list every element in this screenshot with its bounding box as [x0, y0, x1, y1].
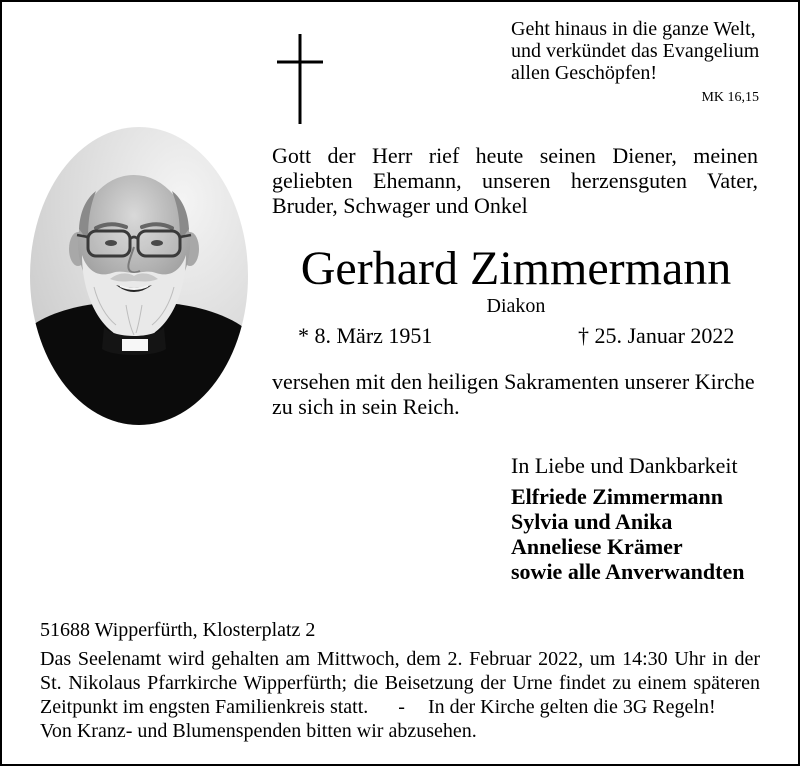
- deceased-title: Diakon: [486, 295, 546, 317]
- quote-line: und verkündet das Evangelium: [511, 40, 760, 62]
- closing-text: [272, 369, 762, 419]
- service-line-part: Zeitpunkt im engsten Familienkreis statt.: [40, 696, 369, 718]
- service-information: [40, 647, 760, 719]
- service-line: [40, 695, 760, 719]
- service-line: Das Seelenamt wird gehalten am Mittwoch, dem 2. Februar 2022, um 14:30 Uhr in der: [40, 648, 760, 670]
- portrait-photo: [30, 127, 248, 425]
- death-date: † 25. Januar 2022: [578, 323, 735, 348]
- birth-date: * 8. März 1951: [298, 323, 433, 348]
- quote-line: Geht hinaus in die ganze Welt,: [511, 18, 756, 40]
- portrait-content: [30, 127, 248, 425]
- intro-line: Bruder, Schwager und Onkel: [272, 193, 528, 218]
- clerical-collar-tab: [122, 339, 148, 351]
- intro-line: Gott der Herr rief heute seinen Diener, meinen: [272, 143, 758, 168]
- cross-icon: [272, 30, 328, 130]
- mourner-name: Elfriede Zimmermann: [511, 484, 724, 509]
- closing-line: versehen mit den heiligen Sakramenten unserer Kirche: [272, 369, 755, 394]
- quote-reference: MK 16,15: [701, 90, 759, 105]
- mourners-heading: In Liebe und Dankbarkeit: [511, 453, 738, 478]
- intro-line: geliebten Ehemann, unseren herzensguten Vater,: [272, 168, 758, 193]
- quote-line: allen Geschöpfen!: [511, 62, 658, 84]
- service-line: St. Nikolaus Pfarrkirche Wipperfürth; die Beisetzung der Urne findet zu einem späteren: [40, 672, 760, 694]
- mourner-name: sowie alle Anverwandten: [511, 559, 745, 584]
- mourner-name: Anneliese Krämer: [511, 534, 683, 559]
- flowers-note: Von Kranz- und Blumenspenden bitten wir abzusehen.: [40, 720, 477, 742]
- closing-line: zu sich in sein Reich.: [272, 394, 460, 419]
- mourners-block: [511, 453, 781, 584]
- service-separator: -: [398, 696, 405, 718]
- family-address: 51688 Wipperfürth, Klosterplatz 2: [40, 619, 316, 641]
- bible-quote: [511, 18, 761, 84]
- intro-text: [272, 143, 758, 218]
- mourner-name: Sylvia und Anika: [511, 509, 673, 534]
- service-rules-note: In der Kirche gelten die 3G Regeln!: [427, 696, 716, 718]
- deceased-name: Gerhard Zimmermann: [300, 242, 732, 295]
- mourners-names: [511, 484, 781, 584]
